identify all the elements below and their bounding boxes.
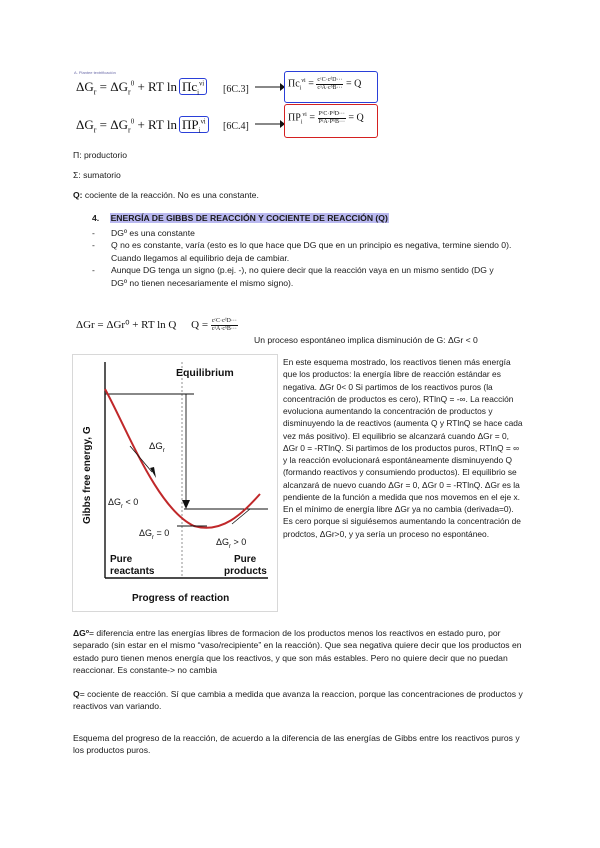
lt0-text: ΔG bbox=[108, 497, 122, 507]
eq0-rest: = 0 bbox=[154, 528, 170, 538]
gt0-rest: > 0 bbox=[231, 537, 247, 547]
gt0-text: ΔG bbox=[216, 537, 230, 547]
eq3-denominator: cᵃA·cᵇB··· bbox=[211, 325, 237, 332]
def-q-label: Q: bbox=[73, 190, 83, 200]
eq3-numerator: cᶜC·cᵈD··· bbox=[211, 318, 237, 325]
pure-products-line1: Pure bbox=[234, 554, 257, 565]
pure-reactants-line1: Pure bbox=[110, 554, 133, 565]
eq3-fraction bbox=[211, 318, 238, 332]
def1-box: $\Pi c_i^{\nu i}$ = $\frac{\text{cᶜC·cᵈD···}}{\text{cᵃA·cᵇB···}}$ = Q bbox=[284, 71, 378, 103]
list-item: - DGº es una constante bbox=[92, 228, 195, 238]
eq2-boxed-term bbox=[179, 116, 209, 133]
def-q-text: cociente de la reacción. No es una constante. bbox=[82, 190, 259, 200]
eq1-boxed-sup: νi bbox=[199, 79, 205, 88]
eq2-boxed-sub: i bbox=[198, 126, 201, 135]
def2-numerator: PᶜC·PᵈD··· bbox=[318, 111, 345, 117]
def1-lhs-sub: i bbox=[299, 85, 302, 92]
paragraph-q-label: Q bbox=[73, 689, 80, 699]
def1-denominator: cᵃA·cᵇB··· bbox=[317, 84, 343, 91]
header-note: A. Plantee textrificación bbox=[74, 70, 116, 75]
eq0-text: ΔG bbox=[139, 528, 153, 538]
eq1-mid-sub: r bbox=[128, 87, 131, 97]
def2-lhs-sup: νi bbox=[302, 112, 307, 119]
def1-rhs: = Q bbox=[345, 78, 362, 90]
def2-box: $\Pi P_i^{\nu i}$ = $\frac{\text{PᶜC·PᵈD···}}{\text{PᵃA·PᵇB···}}$ = Q bbox=[284, 104, 378, 138]
eq3-text: ΔGr = ΔGr⁰ + RT ln Q bbox=[76, 319, 177, 331]
bullet-list bbox=[92, 227, 512, 289]
def2-rhs: = Q bbox=[348, 112, 364, 124]
eq1-label: [6C.3] bbox=[223, 84, 249, 95]
eq2-boxed-sup: νi bbox=[200, 117, 206, 126]
bullet-text: Aunque DG tenga un signo (p.ej. -), no quiere decir que la reacción vaya en un mismo sentido (DG y DGº no tienen necesariamente el mismo signo). bbox=[111, 265, 494, 288]
y-axis-label: Gibbs free energy, G bbox=[82, 426, 93, 524]
def1-fraction bbox=[316, 77, 343, 91]
eq2-mid-sup: 0 bbox=[130, 117, 135, 126]
gibbs-energy-figure bbox=[72, 354, 278, 612]
paragraph-dg0-text: = diferencia entre las energías libres de formacion de los productos menos los reactivos en estado puro, por separado (sin estar en el mismo “vaso/recipiente” en la reacción). Que sea negativa quiere decir que los productos en estado puro tienen menos energía que los reactivos, y que son más estables. Pero no quiere decir que no puedan reaccionar. Es constante-> no cambia bbox=[73, 628, 522, 676]
eq2-mid-sub: r bbox=[128, 125, 131, 135]
lt0-rest: < 0 bbox=[123, 497, 139, 507]
eq2-lhs-sub: r bbox=[93, 125, 97, 135]
eq1-lhs: ΔG bbox=[76, 79, 94, 94]
eq2-mid: = ΔG bbox=[96, 117, 129, 132]
dgr-text: ΔG bbox=[149, 441, 163, 452]
dgr-sub: r bbox=[162, 447, 165, 454]
paragraph-dg0 bbox=[73, 627, 528, 677]
paragraph-last: Esquema del progreso de la reacción, de acuerdo a la diferencia de las energías de Gibbs entre los reactivos puros y los productos puros. bbox=[73, 733, 520, 756]
section-title: ENERGÍA DE GIBBS DE REACCIÓN Y COCIENTE DE REACCIÓN (Q) bbox=[110, 213, 388, 223]
lt0-sub: r bbox=[121, 504, 124, 510]
spontaneous-note: Un proceso espontáneo implica disminución de G: ΔGr < 0 bbox=[254, 335, 478, 345]
equation-6c4 bbox=[76, 116, 209, 136]
list-item: - Aunque DG tenga un signo (p.ej. -), no quiere decir que la reacción vaya en un mismo sentido (DG y DGº no tienen necesariamente el mismo signo). bbox=[92, 264, 512, 289]
eq2-label: [6C.4] bbox=[223, 121, 249, 132]
eq1-lhs-sub: r bbox=[93, 87, 97, 97]
eq1-boxed-term bbox=[179, 78, 207, 95]
list-item: - Q no es constante, varía (esto es lo que hace que DG que en un principio es negativa, termine siendo 0). Cuando llegamos al equilibrio deja de cambiar. bbox=[92, 240, 512, 263]
eq2-arrow bbox=[254, 117, 286, 131]
eq1-mid: = ΔG bbox=[96, 79, 129, 94]
def2-fraction bbox=[318, 111, 346, 125]
equation-lnq bbox=[76, 318, 238, 334]
def1-lhs: Πc bbox=[288, 78, 300, 90]
bullet-text: DGº es una constante bbox=[111, 228, 195, 238]
eq1-mid-sup: 0 bbox=[130, 79, 135, 88]
eq2-boxed: ΠP bbox=[181, 117, 199, 132]
def-q bbox=[73, 189, 259, 201]
paragraph-q bbox=[73, 688, 528, 713]
eq0-sub: r bbox=[152, 535, 155, 541]
def-sigma: Σ: sumatorio bbox=[73, 170, 121, 180]
def2-lhs-sub: i bbox=[300, 119, 303, 126]
eq2-lhs: ΔG bbox=[76, 117, 94, 132]
def2-lhs: ΠP bbox=[288, 112, 301, 124]
def1-lhs-sup: νi bbox=[301, 78, 306, 85]
eq2-rest: + RT ln bbox=[134, 117, 177, 132]
gt0-sub: r bbox=[229, 544, 232, 550]
eq1-rest: + RT ln bbox=[134, 79, 177, 94]
def2-denominator: PᵃA·PᵇB··· bbox=[318, 118, 345, 125]
pure-products-line2: products bbox=[224, 566, 267, 577]
eq1-boxed: Πc bbox=[181, 79, 198, 94]
equilibrium-label: Equilibrium bbox=[176, 367, 234, 379]
section-number: 4. bbox=[92, 213, 100, 223]
x-axis-label: Progress of reaction bbox=[132, 593, 230, 604]
paragraph-q-text: = cociente de reacción. Sí que cambia a medida que avanza la reaccion, porque las concentraciones de productos y reactivos van variando. bbox=[73, 689, 523, 712]
section-heading bbox=[92, 212, 389, 224]
def1-numerator: cᶜC·cᵈD··· bbox=[317, 77, 343, 83]
eq1-boxed-sub: i bbox=[197, 88, 200, 97]
pure-reactants-line2: reactants bbox=[110, 566, 155, 577]
equation-6c3 bbox=[76, 78, 207, 98]
eq3-q-label: Q = bbox=[191, 319, 211, 331]
bullet-text: Q no es constante, varía (esto es lo que hace que DG que en un principio es negativa, termine siendo 0). Cuando llegamos al equilibrio deja de cambiar. bbox=[111, 240, 512, 263]
eq1-arrow bbox=[254, 80, 286, 94]
figure-explanation: En este esquema mostrado, los reactivos tienen más energía que los productos: la energía libre de reacción estándar es negativa. ΔGr 0< 0 Si partimos de los reactivos puros (la concentración de productos es cero), RTlnQ = -∞. La reacción evoluciona aumentando la concentración de productos y disminuyendo la de reactivos (aumenta Q y RTlnQ se hace cada vez más positivo). El equilibrio se alcanzará cuando ΔGr = 0, ΔGr 0 = -RTlnQ. Si partimos de los productos puros, RTlnQ = ∞ y la reacción evolucionará espontáneamente disminuyendo Q (formando reactivos y consumiendo productos). El equilibrio se alcanzará de nuevo cuando ΔGr = 0, ΔGr 0 = -RTlnQ. ΔGr es la pendiente de la función a medida que nos movemos en el eje x. En el mínimo de energía libre ΔGr ya no cambia (derivada=0). Es cero porque si siguiésemos aumentando la concentración de prodctos, ΔGr>0, y ya sería un proceso no espontáneo. bbox=[283, 357, 523, 539]
paragraph-dg0-label: ΔGº bbox=[73, 628, 89, 638]
def-pi: Π: productorio bbox=[73, 150, 127, 160]
